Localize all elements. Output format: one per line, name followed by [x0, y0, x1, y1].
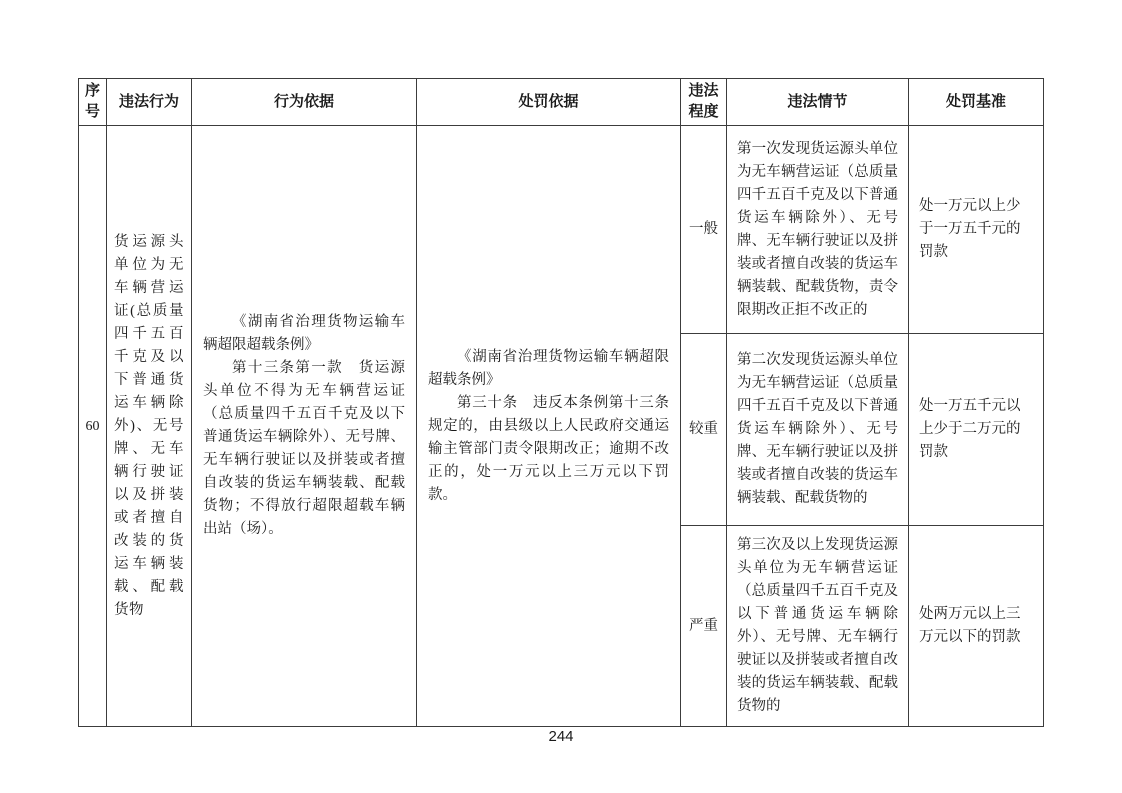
- serial-number-cell: 60: [79, 126, 107, 727]
- circumstance-cell-general: 第一次发现货运源头单位为无车辆营运证（总质量四千五百千克及以下普通货运车辆除外）、无号牌、无车辆行驶证以及拼装或者擅自改装的货运车辆装载、配载货物，责令限期改正拒不改正的: [727, 126, 909, 334]
- penalty-basis-title: 《湖南省治理货物运输车辆超限超载条例》: [428, 348, 669, 388]
- header-penalty-basis: 处罚依据: [417, 79, 681, 126]
- penalty-basis-body: 第三十条 违反本条例第十三条规定的，由县级以上人民政府交通运输主管部门责令限期改正；逾期不改正的，处一万元以上三万元以下罚款。: [428, 394, 669, 503]
- violation-cell: 货运源头单位为无车辆营运证(总质量四千五百千克及以下普通货运车辆除外)、无号牌、无车辆行驶证以及拼装或者擅自改装的货运车辆装载、配载货物: [107, 126, 192, 727]
- benchmark-cell-general: 处一万元以上少于一万五千元的罚款: [909, 126, 1044, 334]
- header-benchmark: 处罚基准: [909, 79, 1044, 126]
- header-violation: 违法行为: [107, 79, 192, 126]
- benchmark-cell-severe: 处两万元以上三万元以下的罚款: [909, 526, 1044, 727]
- header-degree: 违法程度: [681, 79, 727, 126]
- page-number: 244: [548, 728, 574, 745]
- degree-cell-general: 一般: [681, 126, 727, 334]
- penalty-regulation-table: [78, 78, 1044, 727]
- benchmark-cell-heavier: 处一万五千元以上少于二万元的罚款: [909, 334, 1044, 526]
- behavior-basis-title: 《湖南省治理货物运输车辆超限超载条例》: [203, 314, 405, 353]
- header-behavior-basis: 行为依据: [192, 79, 417, 126]
- header-circumstance: 违法情节: [727, 79, 909, 126]
- penalty-basis-cell: [417, 126, 681, 727]
- degree-cell-severe: 严重: [681, 526, 727, 727]
- behavior-basis-cell: [192, 126, 417, 727]
- header-row: [79, 79, 1044, 126]
- table-row-degree-general: [79, 126, 1044, 334]
- header-serial: 序号: [79, 79, 107, 126]
- degree-cell-heavier: 较重: [681, 334, 727, 526]
- behavior-basis-body: 第十三条第一款 货运源头单位不得为无车辆营运证（总质量四千五百千克及以下普通货运车辆除外）、无号牌、无车辆行驶证以及拼装或者擅自改装的货运车辆装载、配载货物；不得放行超限超载车辆出站（场）。: [203, 360, 405, 537]
- circumstance-cell-severe: 第三次及以上发现货运源头单位为无车辆营运证（总质量四千五百千克及以下普通货运车辆除外）、无号牌、无车辆行驶证以及拼装或者擅自改装的货运车辆装载、配载货物的: [727, 526, 909, 727]
- circumstance-cell-heavier: 第二次发现货运源头单位为无车辆营运证（总质量四千五百千克及以下普通货运车辆除外）、无号牌、无车辆行驶证以及拼装或者擅自改装的货运车辆装载、配载货物的: [727, 334, 909, 526]
